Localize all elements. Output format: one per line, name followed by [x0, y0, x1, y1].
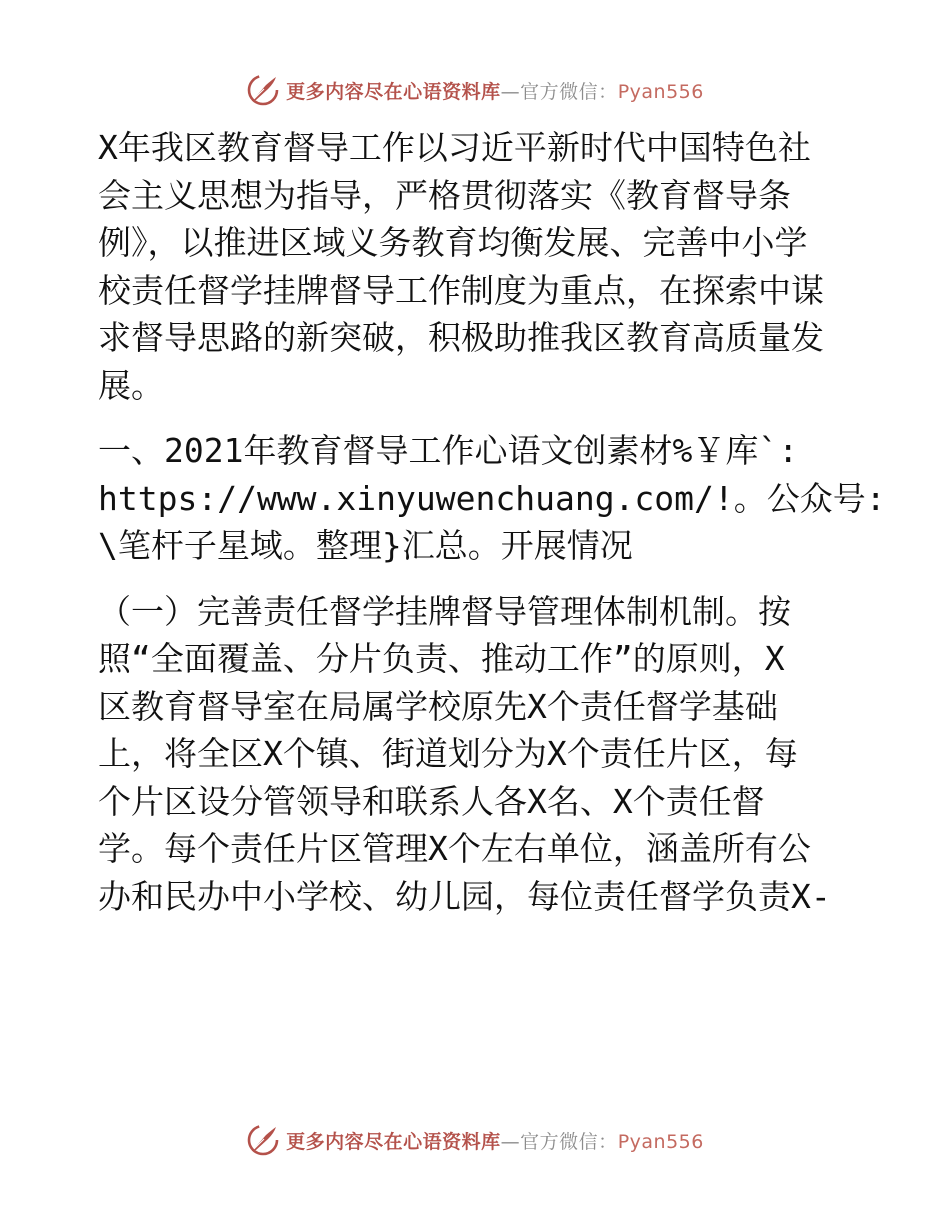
text-line: （一）完善责任督学挂牌督导管理体制机制。按	[98, 591, 791, 631]
paragraph-intro	[98, 124, 858, 409]
watermark-separator-text: —官方微信：	[500, 80, 618, 103]
text-line: 求督导思路的新突破，积极助推我区教育高质量发	[98, 318, 824, 357]
text-line: 区教育督导室在局属学校原先X个责任督学基础	[98, 686, 778, 726]
paragraph-gap	[98, 409, 858, 427]
watermark-group	[246, 73, 704, 107]
text-line: 个片区设分管领导和联系人各X名、X个责任督	[98, 781, 765, 821]
watermark-main-text: 更多内容尽在心语资料库	[286, 1130, 501, 1153]
text-line: https://www.xinyuwenchuang.com/!。公众号:	[98, 478, 886, 518]
watermark-separator-text: —官方微信：	[500, 1130, 618, 1153]
watermark-group	[246, 1123, 704, 1157]
text-line: 例》，以推进区域义务教育均衡发展、完善中小学	[98, 223, 808, 262]
paragraph-subsection-one	[98, 588, 858, 921]
watermark-main-text: 更多内容尽在心语资料库	[286, 80, 501, 103]
feather-pen-circle-icon	[246, 1123, 280, 1157]
watermark-id-text: Pyan556	[617, 1130, 704, 1153]
text-line: X年我区教育督导工作以习近平新时代中国特色社	[98, 128, 811, 167]
text-line: 会主义思想为指导，严格贯彻落实《教育督导条	[98, 175, 791, 215]
text-line: \笔杆子星域。整理}汇总。开展情况	[98, 526, 633, 565]
feather-pen-circle-icon	[246, 73, 280, 107]
footer-watermark-banner	[0, 1120, 950, 1160]
header-watermark-banner	[0, 70, 950, 110]
text-line: 照“全面覆盖、分片负责、推动工作”的原则，X	[98, 639, 785, 678]
text-line: 校责任督学挂牌督导工作制度为重点，在探索中谋	[98, 270, 824, 310]
text-line: 学。每个责任片区管理X个左右单位，涵盖所有公	[98, 829, 811, 868]
watermark-text	[286, 77, 704, 104]
text-line: 上，将全区X个镇、街道划分为X个责任片区，每	[98, 734, 798, 773]
text-line: 办和民办中小学校、幼儿园，每位责任督学负责X-	[98, 876, 831, 916]
paragraph-section-heading	[98, 427, 886, 570]
watermark-text	[286, 1127, 704, 1154]
paragraph-gap	[98, 570, 858, 588]
document-body	[98, 124, 886, 920]
watermark-id-text: Pyan556	[617, 80, 704, 103]
text-line: 一、2021年教育督导工作心语文创素材%￥库`:	[98, 431, 799, 470]
text-line: 展。	[98, 365, 164, 405]
